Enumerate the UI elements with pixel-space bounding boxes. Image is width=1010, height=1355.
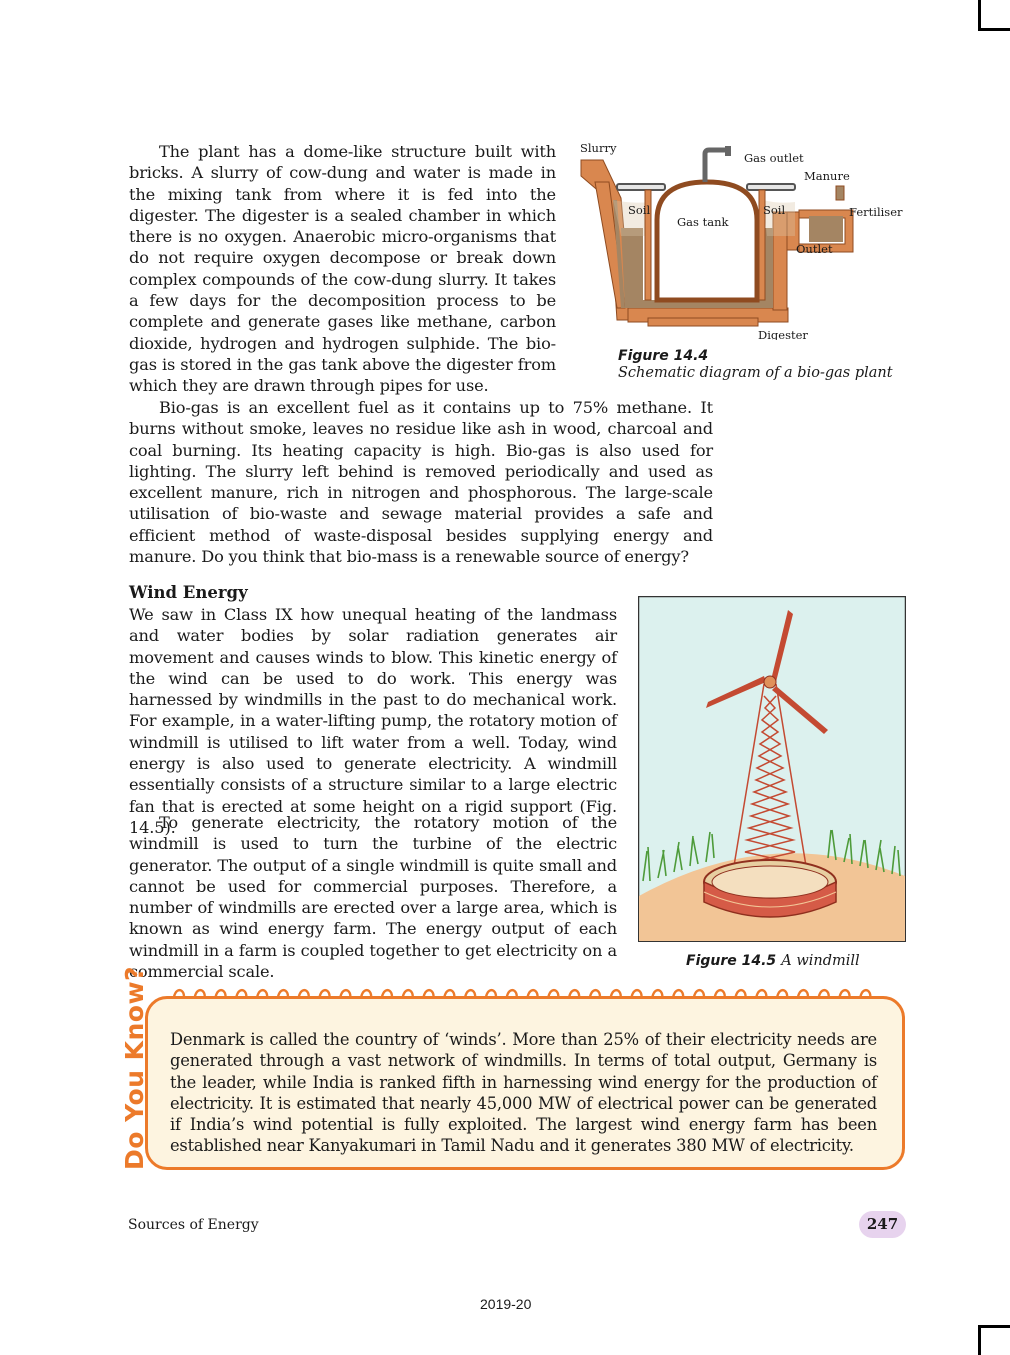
figure-14-5-caption (686, 950, 860, 969)
footer-year: 2019-20 (480, 1296, 532, 1312)
biogas-plant-diagram (573, 140, 913, 340)
paragraph-wind-energy: We saw in Class IX how unequal heating of the landmass and water bodies by solar radiation generates air movement and causes winds to blow. This kinetic energy of the wind can be used to do work. This energy was harnessed by windmills in the past to do mechanical work. For example, in a water-lifting pump, the rotatory motion of windmill is utilised to lift water from a well. Today, wind energy is also used to generate electricity. A windmill essentially consists of a structure similar to a large electric fan that is erected at some height on a rigid support (Fig. 14.5). (129, 605, 617, 837)
page-number: 247 (859, 1211, 906, 1238)
crop-mark-bottom-vertical (978, 1325, 981, 1355)
figure-14-4-caption (618, 348, 893, 381)
label-soil-right: Soil (763, 203, 786, 217)
paragraph-biogas-fuel: Bio-gas is an excellent fuel as it contains up to 75% methane. It burns without smoke, leaves no residue like ash in wood, charcoal and coal burning. Its heating capacity is high. Bio-gas is also used for lighting. The slurry left behind is removed periodically and used as excellent manure, rich in nitrogen and phosphorous. The large-scale utilisation of bio-waste and sewage material provides a safe and efficient method of waste-disposal besides supplying energy and manure. Do you think that bio-mass is a renewable source of energy? (129, 398, 713, 567)
figure-14-5-number: Figure 14.5 (686, 953, 777, 969)
paragraph-wind-electricity: To generate electricity, the rotatory motion of the windmill is used to turn the turbine of the electric generator. The output of a single windmill is quite small and cannot be used for commercial purposes. Therefore, a number of windmills are erected over a large area, which is known as wind energy farm. The energy output of each windmill in a farm is coupled together to get electricity on a commercial scale. (129, 813, 617, 982)
did-you-know-text: Denmark is called the country of ‘winds’. More than 25% of their electricity needs are generated through a vast network of windmills. In terms of total output, Germany is the leader, while India is ranked fifth in harnessing wind energy for the production of electricity. It is estimated that nearly 45,000 MW of electrical power can be generated if India’s wind potential is fully exploited. The largest wind energy farm has been established near Kanyakumari in Tamil Nadu and it generates 380 MW of electricity. (170, 1030, 877, 1156)
label-soil-left: Soil (628, 203, 651, 217)
windmill-illustration (638, 596, 906, 942)
figure-14-4-number: Figure 14.4 (618, 348, 709, 364)
label-gas-outlet: Gas outlet (744, 151, 804, 165)
label-fertiliser: Fertiliser (849, 205, 903, 219)
footer-chapter-title: Sources of Energy (128, 1217, 259, 1233)
section-heading-wind-energy: Wind Energy (129, 583, 248, 602)
crop-mark-bottom-horizontal (978, 1325, 1010, 1328)
label-manure: Manure (804, 169, 850, 183)
label-slurry: Slurry (580, 141, 617, 155)
paragraph-biogas-plant: The plant has a dome-like structure built with bricks. A slurry of cow-dung and water is made in the mixing tank from where it is fed into the digester. The digester is a sealed chamber in which there is no oxygen. Anaerobic micro-organisms that do not require oxygen decompose or break down complex compounds of the cow-dung slurry. It takes a few days for the decomposition process to be complete and generate gases like methane, carbon dioxide, hydrogen and hydrogen sulphide. The bio-gas is stored in the gas tank above the digester from which they are drawn through pipes for use. (129, 142, 556, 396)
crop-mark-top-horizontal (978, 28, 1010, 31)
label-gas-tank: Gas tank (677, 215, 729, 229)
did-you-know-title: Do You Know? (120, 965, 149, 1170)
crop-mark-top-vertical (978, 0, 981, 31)
label-digester: Digester (758, 328, 808, 340)
gas-tank-dome (657, 182, 757, 300)
figure-14-4-text: Schematic diagram of a bio-gas plant (618, 365, 893, 381)
figure-14-5-text: A windmill (781, 953, 860, 969)
label-outlet: Outlet (796, 242, 833, 256)
